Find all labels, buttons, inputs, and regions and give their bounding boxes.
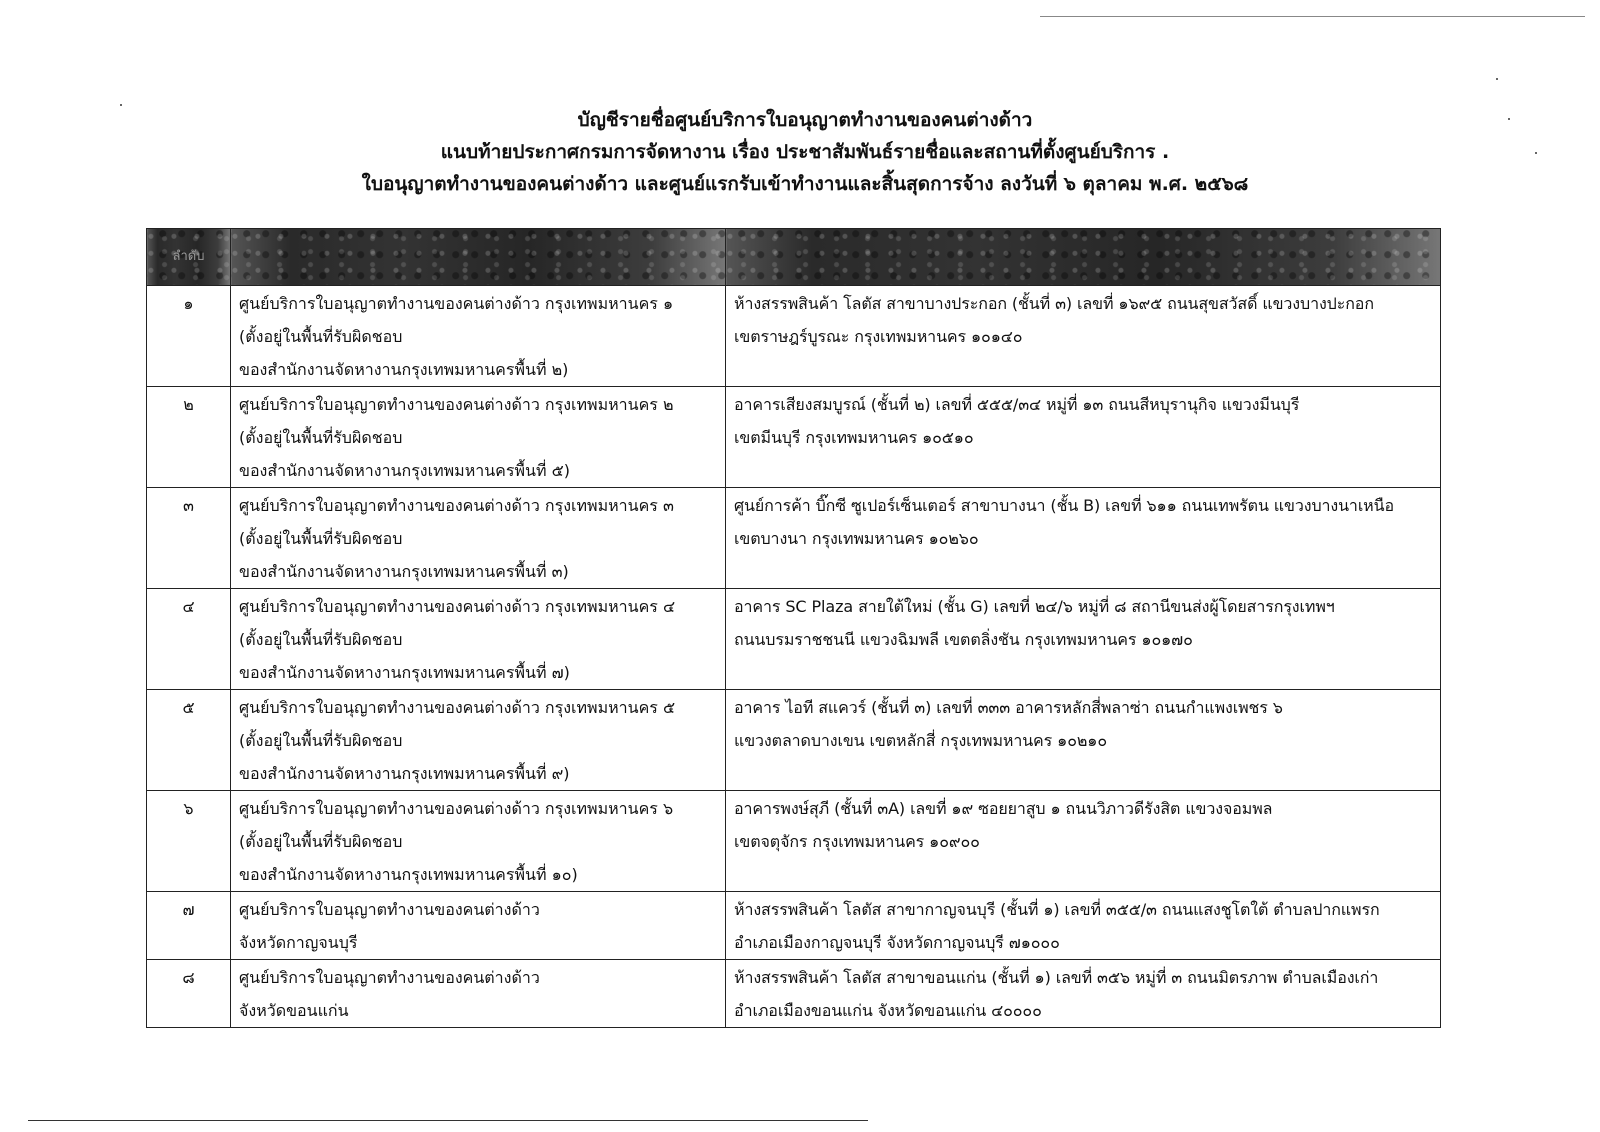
center-address-line: ห้างสรรพสินค้า โลตัส สาขากาญจนบุรี (ชั้นที่ ๑) เลขที่ ๓๕๕/๓ ถนนแสงชูโตใต้ ตำบลปากแพรก: [734, 900, 1380, 919]
center-address-cell: [726, 791, 1441, 892]
table-row: [147, 589, 1441, 690]
center-name-cell: [231, 387, 726, 488]
table-row: [147, 791, 1441, 892]
row-number: ๔: [182, 597, 195, 616]
center-name-line: ของสำนักงานจัดหางานกรุงเทพมหานครพื้นที่ ๒): [239, 360, 569, 379]
center-address-line: เขตมีนบุรี กรุงเทพมหานคร ๑๐๕๑๐: [734, 428, 974, 447]
row-number-cell: [147, 488, 231, 589]
row-number: ๓: [183, 496, 194, 515]
center-address-line: ศูนย์การค้า บิ๊กซี ซูเปอร์เซ็นเตอร์ สาขาบางนา (ชั้น B) เลขที่ ๖๑๑ ถนนเทพรัตน แขวงบางนาเหนือ: [734, 496, 1394, 515]
row-number-cell: [147, 387, 231, 488]
row-number: ๖: [183, 799, 194, 818]
scan-speck: [120, 104, 122, 106]
document-title: [280, 104, 1330, 200]
center-address-cell: [726, 690, 1441, 791]
row-number-cell: [147, 286, 231, 387]
row-number: ๘: [182, 968, 195, 987]
center-address-cell: [726, 387, 1441, 488]
center-name-line: ของสำนักงานจัดหางานกรุงเทพมหานครพื้นที่ ๕): [239, 461, 570, 480]
table-row: [147, 488, 1441, 589]
center-address-line: เขตจตุจักร กรุงเทพมหานคร ๑๐๙๐๐: [734, 832, 980, 851]
title-line-3: ใบอนุญาตทำงานของคนต่างด้าว และศูนย์แรกรับเข้าทำงานและสิ้นสุดการจ้าง ลงวันที่ ๖ ตุลาคม พ.ศ. ๒๕๖๘: [361, 173, 1249, 195]
center-address-line: อาคารพงษ์สุภี (ชั้นที่ ๓A) เลขที่ ๑๙ ซอยยาสูบ ๑ ถนนวิภาวดีรังสิต แขวงจอมพล: [734, 799, 1273, 818]
title-line-2: แนบท้ายประกาศกรมการจัดหางาน เรื่อง ประชาสัมพันธ์รายชื่อและสถานที่ตั้งศูนย์บริการ .: [440, 141, 1170, 163]
center-name-line: ศูนย์บริการใบอนุญาตทำงานของคนต่างด้าว: [239, 968, 540, 987]
center-address-cell: [726, 589, 1441, 690]
row-number: ๕: [182, 698, 195, 717]
center-name-line: ของสำนักงานจัดหางานกรุงเทพมหานครพื้นที่ ๑๐): [239, 865, 578, 884]
center-address-line: เขตบางนา กรุงเทพมหานคร ๑๐๒๖๐: [734, 529, 979, 548]
center-address-line: อาคารเสียงสมบูรณ์ (ชั้นที่ ๒) เลขที่ ๕๕๕/๓๔ หมู่ที่ ๑๓ ถนนสีหบุรานุกิจ แขวงมีนบุรี: [734, 395, 1300, 414]
row-number: ๑: [183, 294, 194, 313]
center-name-line: ศูนย์บริการใบอนุญาตทำงานของคนต่างด้าว: [239, 900, 540, 919]
center-name-line: (ตั้งอยู่ในพื้นที่รับผิดชอบ: [239, 327, 403, 346]
center-address-line: ห้างสรรพสินค้า โลตัส สาขาบางประกอก (ชั้นที่ ๓) เลขที่ ๑๖๙๕ ถนนสุขสวัสดิ์ แขวงบางปะกอก: [734, 294, 1374, 313]
center-name-cell: [231, 690, 726, 791]
row-number-cell: [147, 892, 231, 960]
center-name-line: (ตั้งอยู่ในพื้นที่รับผิดชอบ: [239, 630, 403, 649]
center-address-line: อำเภอเมืองขอนแก่น จังหวัดขอนแก่น ๔๐๐๐๐: [734, 1001, 1042, 1020]
service-center-table: [146, 228, 1441, 1028]
row-number: ๒: [183, 395, 194, 414]
center-address-cell: [726, 892, 1441, 960]
center-name-cell: [231, 589, 726, 690]
center-name-line: ศูนย์บริการใบอนุญาตทำงานของคนต่างด้าว กรุงเทพมหานคร ๖: [239, 799, 674, 818]
center-address-line: อาคาร ไอที สแควร์ (ชั้นที่ ๓) เลขที่ ๓๓๓ อาคารหลักสี่พลาซ่า ถนนกำแพงเพชร ๖: [734, 698, 1283, 717]
center-name-cell: [231, 960, 726, 1028]
center-name-line: (ตั้งอยู่ในพื้นที่รับผิดชอบ: [239, 428, 403, 447]
center-address-cell: [726, 488, 1441, 589]
header-cell-address: [726, 229, 1441, 286]
center-name-line: ศูนย์บริการใบอนุญาตทำงานของคนต่างด้าว กรุงเทพมหานคร ๓: [239, 496, 674, 515]
center-name-cell: [231, 286, 726, 387]
center-name-line: ศูนย์บริการใบอนุญาตทำงานของคนต่างด้าว กรุงเทพมหานคร ๔: [239, 597, 676, 616]
table-row: [147, 690, 1441, 791]
center-address-cell: [726, 286, 1441, 387]
center-name-line: ของสำนักงานจัดหางานกรุงเทพมหานครพื้นที่ ๙): [239, 764, 570, 783]
table-row: [147, 892, 1441, 960]
row-number-cell: [147, 690, 231, 791]
center-address-cell: [726, 960, 1441, 1028]
center-name-line: (ตั้งอยู่ในพื้นที่รับผิดชอบ: [239, 529, 403, 548]
center-name-cell: [231, 791, 726, 892]
header-cell-name: [231, 229, 726, 286]
center-address-line: เขตราษฎร์บูรณะ กรุงเทพมหานคร ๑๐๑๔๐: [734, 327, 1023, 346]
center-address-line: แขวงตลาดบางเขน เขตหลักสี่ กรุงเทพมหานคร ๑๐๒๑๐: [734, 731, 1108, 750]
title-line-1: บัญชีรายชื่อศูนย์บริการใบอนุญาตทำงานของคนต่างด้าว: [577, 109, 1033, 131]
center-name-line: ศูนย์บริการใบอนุญาตทำงานของคนต่างด้าว กรุงเทพมหานคร ๒: [239, 395, 674, 414]
center-name-line: ศูนย์บริการใบอนุญาตทำงานของคนต่างด้าว กรุงเทพมหานคร ๑: [239, 294, 674, 313]
center-name-line: จังหวัดกาญจนบุรี: [239, 933, 358, 952]
center-address-line: อาคาร SC Plaza สายใต้ใหม่ (ชั้น G) เลขที่ ๒๔/๖ หมู่ที่ ๘ สถานีขนส่งผู้โดยสารกรุงเทพฯ: [734, 597, 1335, 616]
scan-speck: [1496, 78, 1498, 80]
center-name-line: ของสำนักงานจัดหางานกรุงเทพมหานครพื้นที่ ๗): [239, 663, 570, 682]
center-name-line: (ตั้งอยู่ในพื้นที่รับผิดชอบ: [239, 832, 403, 851]
center-address-line: อำเภอเมืองกาญจนบุรี จังหวัดกาญจนบุรี ๗๑๐๐๐: [734, 933, 1060, 952]
table-header-row: [147, 229, 1441, 286]
header-cell-no: [147, 229, 231, 286]
scan-speck: [1535, 152, 1537, 154]
center-name-line: จังหวัดขอนแก่น: [239, 1001, 349, 1020]
header-no-label: ลำดับ: [172, 249, 205, 264]
scan-speck: [1508, 118, 1510, 120]
row-number-cell: [147, 589, 231, 690]
scan-edge-line-top: [1040, 16, 1585, 17]
center-name-cell: [231, 488, 726, 589]
center-address-line: ห้างสรรพสินค้า โลตัส สาขาขอนแก่น (ชั้นที่ ๑) เลขที่ ๓๕๖ หมู่ที่ ๓ ถนนมิตรภาพ ตำบลเมืองเก่า: [734, 968, 1379, 987]
center-address-line: ถนนบรมราชชนนี แขวงฉิมพลี เขตตลิ่งชัน กรุงเทพมหานคร ๑๐๑๗๐: [734, 630, 1193, 649]
row-number: ๗: [182, 900, 195, 919]
scan-edge-line-bottom: [28, 1120, 868, 1121]
table-row: [147, 387, 1441, 488]
row-number-cell: [147, 960, 231, 1028]
center-name-line: ของสำนักงานจัดหางานกรุงเทพมหานครพื้นที่ ๓): [239, 562, 569, 581]
center-name-line: (ตั้งอยู่ในพื้นที่รับผิดชอบ: [239, 731, 403, 750]
table-row: [147, 960, 1441, 1028]
center-name-line: ศูนย์บริการใบอนุญาตทำงานของคนต่างด้าว กรุงเทพมหานคร ๕: [239, 698, 676, 717]
table-row: [147, 286, 1441, 387]
row-number-cell: [147, 791, 231, 892]
center-name-cell: [231, 892, 726, 960]
